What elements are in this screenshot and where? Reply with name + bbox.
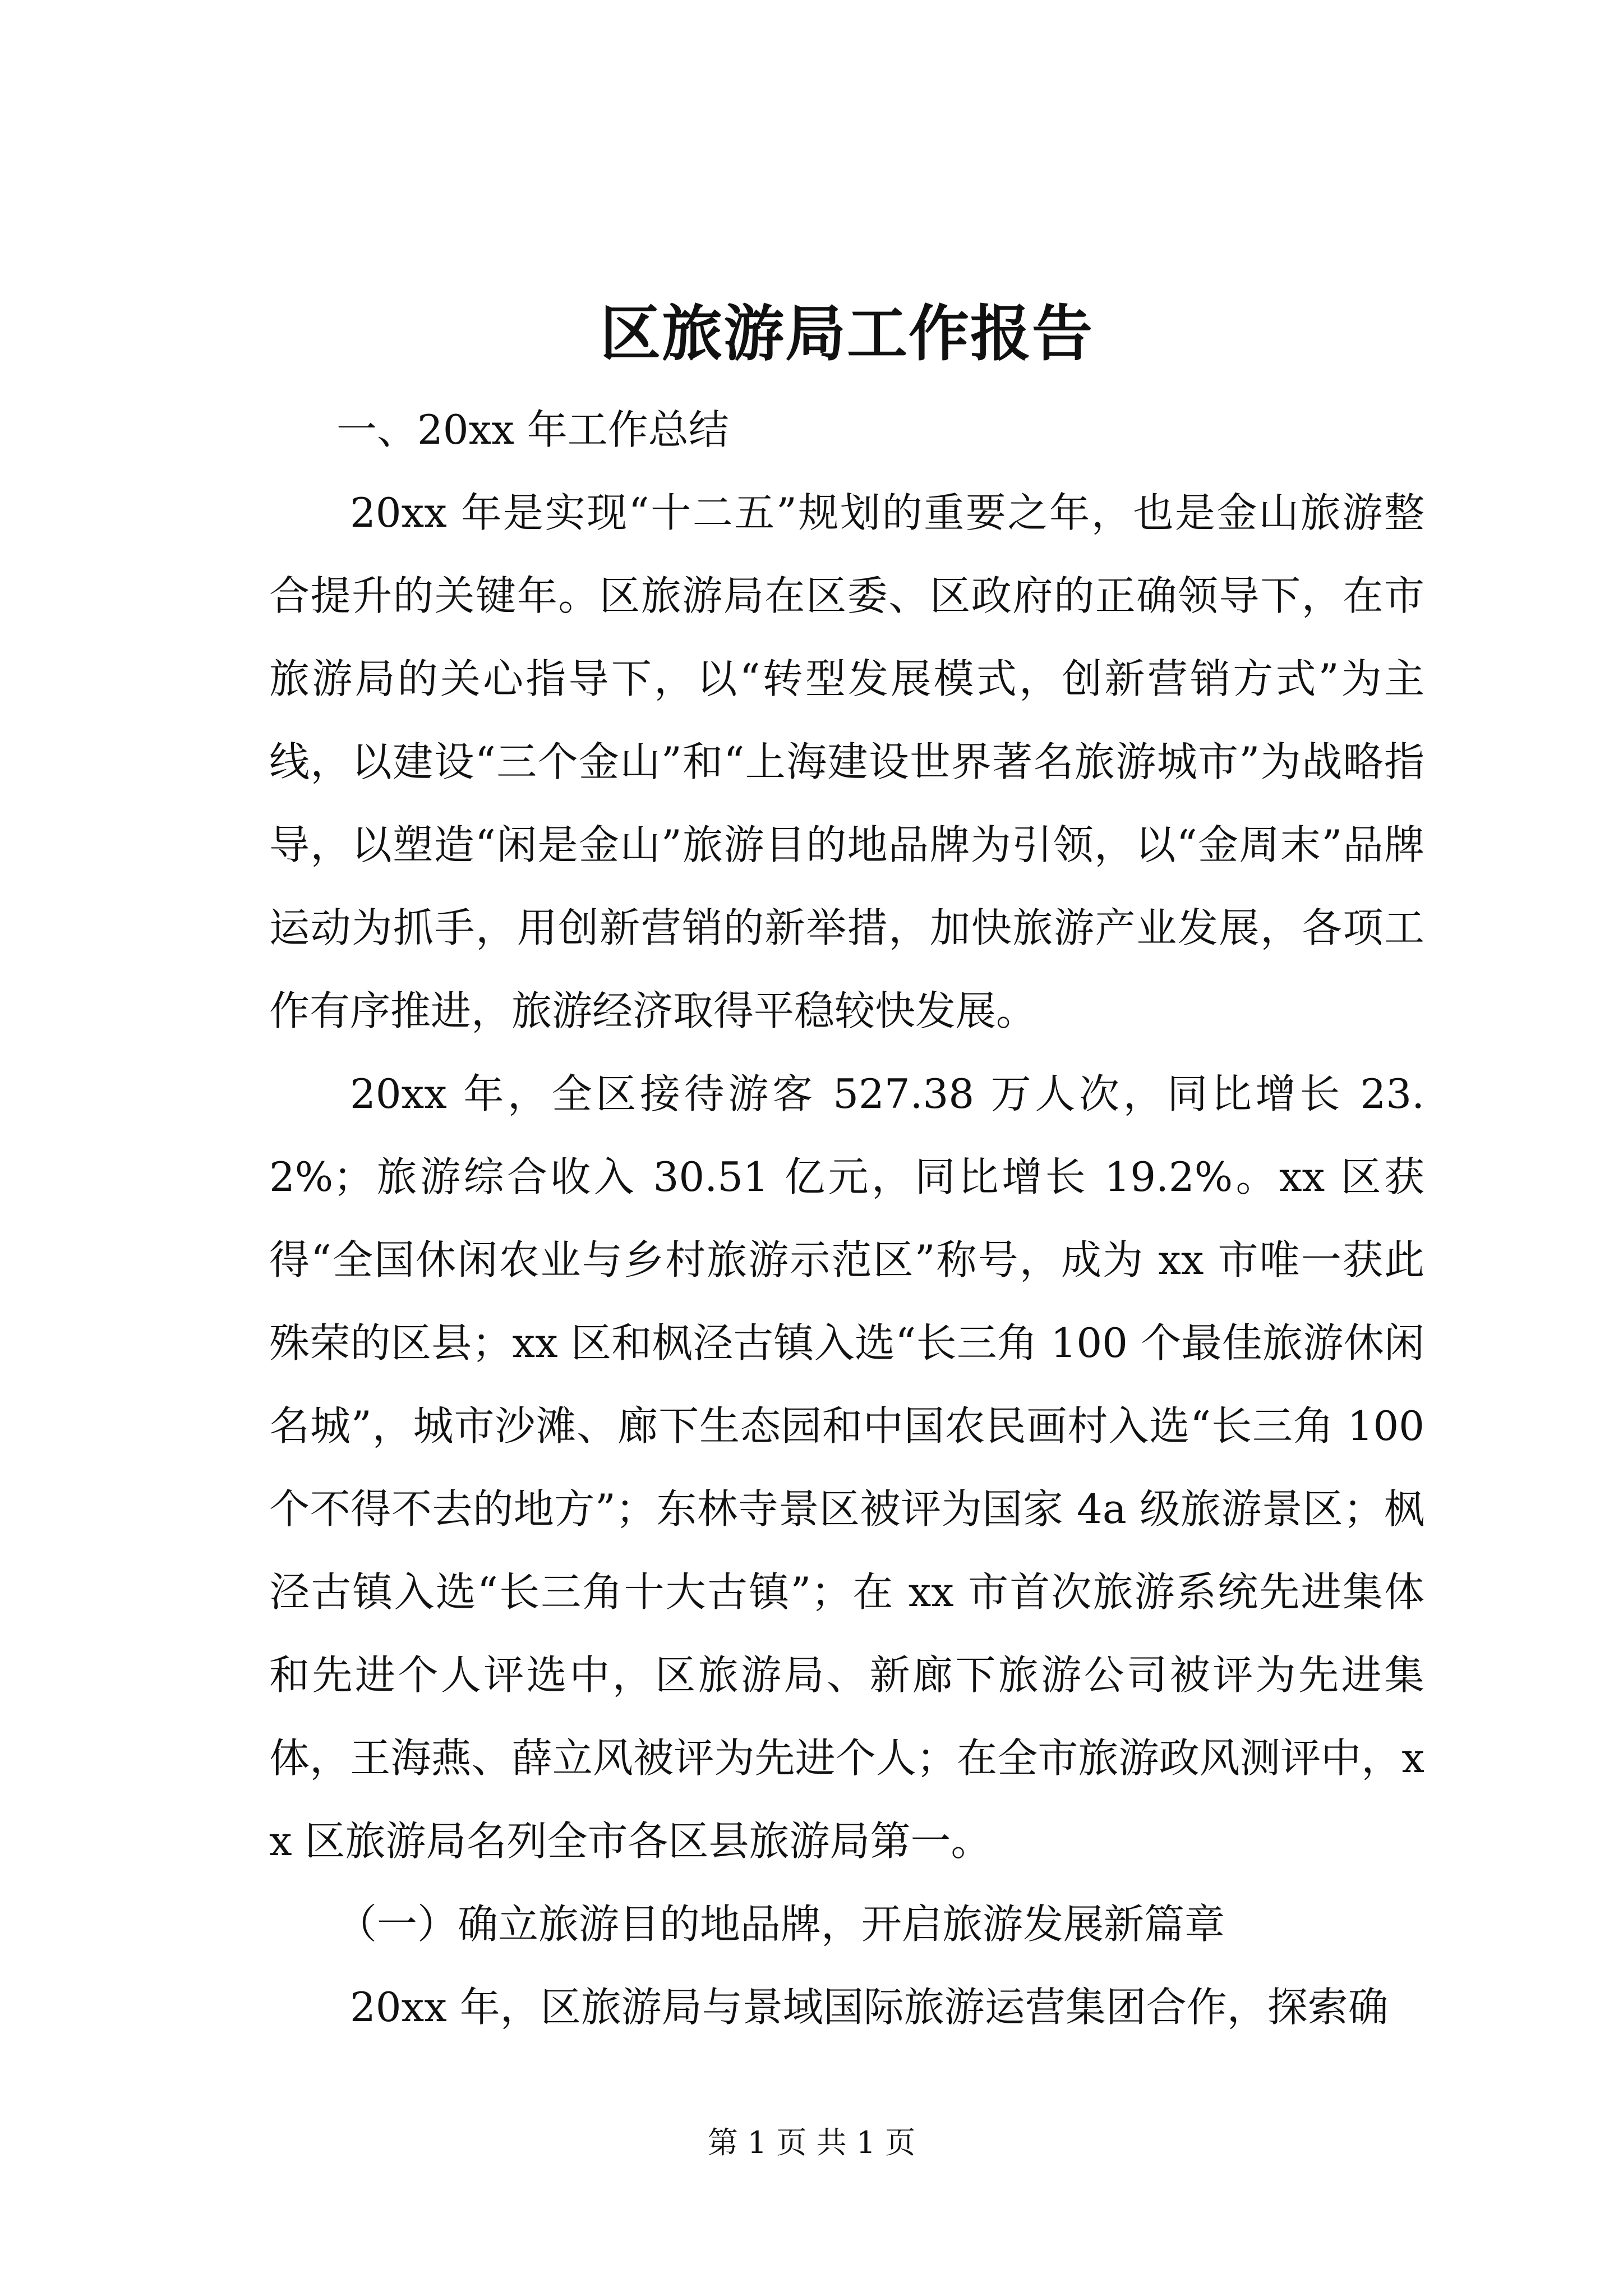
- paragraph-brand-intro: 20xx 年，区旅游局与景域国际旅游运营集团合作，探索确: [350, 1984, 1389, 2031]
- document-body: [269, 292, 1424, 2049]
- paragraph-achievements: 20xx 年，全区接待游客 527.38 万人次，同比增长 23.2%；旅游综合收入 30.51 亿元，同比增长 19.2%。xx 区获得“全国休闲农业与乡村旅游示范区”称号，成为 xx 市唯一获此殊荣的区县；xx 区和枫泾古镇入选“长三角 100 个最佳旅游休闲名城”，城市沙滩、廊下生态园和中国农民画村入选“长三角 100 个不得不去的地方”；东林寺景区被评为国家 4a 级旅游景区；枫泾古镇入选“长三角十大古镇”；在 xx 市首次旅游系统先进集体和先进个人评选中，区旅游局、新廊下旅游公司被评为先进集体，王海燕、薛立风被评为先进个人；在全市旅游政风测评中，xx 区旅游局名列全市各区县旅游局第一。: [269, 1070, 1424, 1865]
- section-heading-brand: （一）确立旅游目的地品牌，开启旅游发展新篇章: [336, 1901, 1225, 1948]
- paragraph-overview: 20xx 年是实现“十二五”规划的重要之年，也是金山旅游整合提升的关键年。区旅游局在区委、区政府的正确领导下，在市旅游局的关心指导下，以“转型发展模式，创新营销方式”为主线，以建设“三个金山”和“上海建设世界著名旅游城市”为战略指导，以塑造“闲是金山”旅游目的地品牌为引领，以“金周末”品牌运动为抓手，用创新营销的新举措，加快旅游产业发展，各项工作有序推进，旅游经济取得平稳较快发展。: [269, 489, 1424, 1034]
- document-title: 区旅游局工作报告: [600, 298, 1094, 369]
- page-footer: 第 1 页 共 1 页: [707, 2125, 916, 2160]
- section-heading-summary: 一、20xx 年工作总结: [336, 406, 729, 453]
